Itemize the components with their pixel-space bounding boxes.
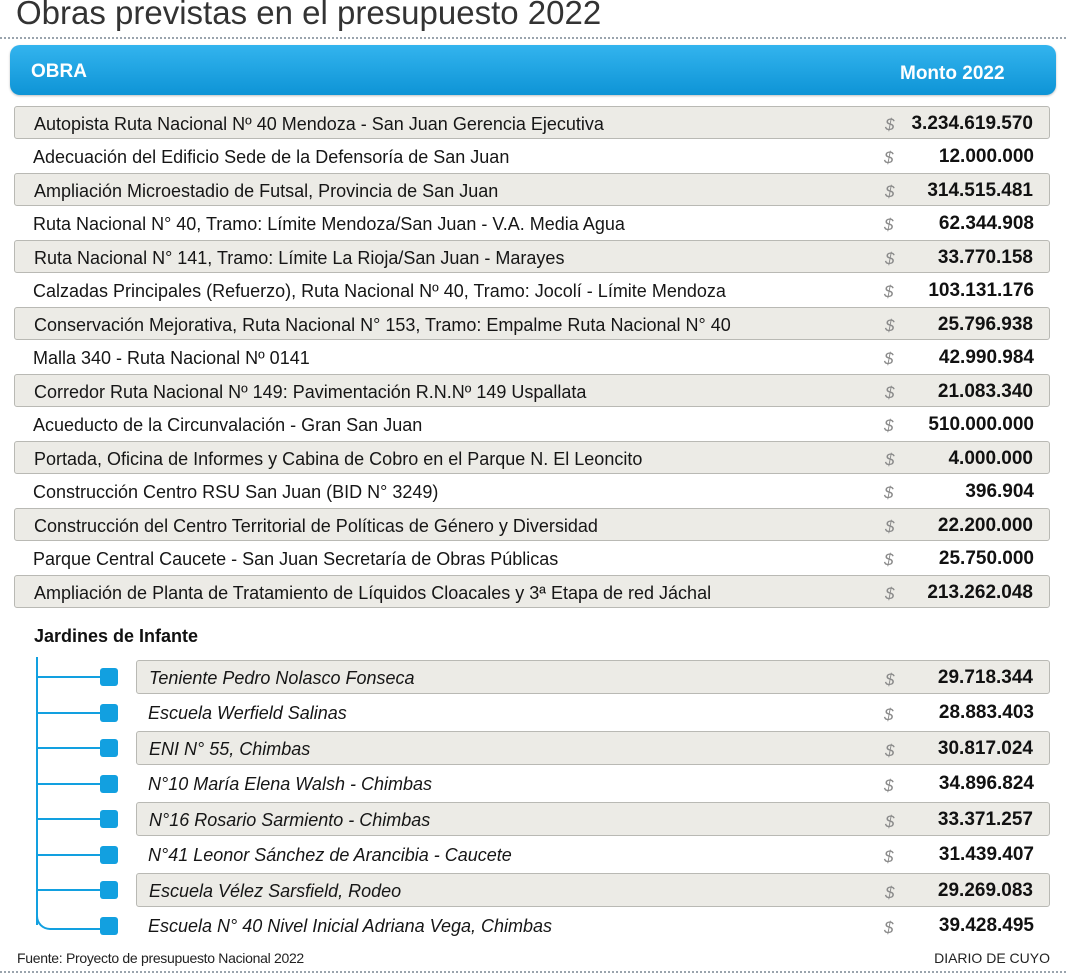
- kindergarten-amount: 28.883.403: [938, 701, 1034, 723]
- work-name: Construcción Centro RSU San Juan (BID N° 3249): [33, 481, 439, 502]
- work-amount: 314.515.481: [927, 180, 1033, 201]
- currency-symbol: $: [884, 214, 894, 234]
- kindergarten-name: N°41 Leonor Sánchez de Arancibia - Caucete: [148, 844, 512, 865]
- work-amount: 12.000.000: [938, 145, 1034, 167]
- column-header-obra: OBRA: [31, 61, 87, 82]
- work-amount: 103.131.176: [928, 279, 1034, 301]
- work-amount: 22.200.000: [937, 515, 1033, 536]
- work-amount: 213.262.048: [927, 582, 1033, 603]
- kindergartens-title: Jardines de Infante: [34, 626, 199, 646]
- kindergarten-amount: 29.269.083: [937, 880, 1033, 901]
- currency-symbol: $: [885, 115, 895, 134]
- tree-branch-line: [36, 676, 102, 678]
- list-item: [136, 696, 1050, 730]
- work-amount: 33.770.158: [937, 247, 1033, 268]
- work-amount: 21.083.340: [937, 381, 1033, 402]
- currency-symbol: $: [885, 584, 895, 603]
- kindergarten-name: Escuela Werfield Salinas: [148, 702, 347, 723]
- currency-symbol: $: [885, 450, 895, 469]
- work-name: Adecuación del Edificio Sede de la Defensoría de San Juan: [33, 146, 510, 167]
- work-name: Construcción del Centro Territorial de Políticas de Género y Diversidad: [34, 516, 598, 536]
- table-row: [14, 173, 1050, 206]
- currency-symbol: $: [885, 249, 895, 268]
- tree-node-square: [100, 810, 118, 828]
- work-amount: 510.000.000: [928, 413, 1034, 435]
- tree-node-square: [100, 881, 118, 899]
- work-name: Malla 340 - Ruta Nacional Nº 0141: [33, 347, 310, 368]
- kindergarten-name: ENI N° 55, Chimbas: [149, 739, 311, 759]
- tree-node-square: [100, 668, 118, 686]
- list-item: [136, 802, 1050, 836]
- work-amount: 4.000.000: [948, 448, 1033, 469]
- currency-symbol: $: [884, 348, 894, 368]
- tree-node-square: [100, 739, 118, 757]
- table-row: [14, 341, 1050, 374]
- currency-symbol: $: [884, 704, 894, 724]
- tree-node-square: [100, 704, 118, 722]
- tree-node-square: [100, 846, 118, 864]
- currency-symbol: $: [885, 517, 895, 536]
- tree-branch-line: [36, 889, 102, 891]
- tree-node-square: [100, 917, 118, 935]
- currency-symbol: $: [884, 549, 894, 569]
- table-row: [14, 542, 1050, 575]
- kindergarten-name: N°10 María Elena Walsh - Chimbas: [148, 773, 432, 794]
- list-item: [136, 838, 1050, 872]
- source-note: Fuente: Proyecto de presupuesto Nacional 2022: [17, 950, 304, 966]
- column-header-monto: Monto 2022: [900, 63, 1005, 84]
- table-header: [10, 45, 1056, 95]
- list-item: [136, 909, 1050, 943]
- currency-symbol: $: [885, 812, 895, 831]
- currency-symbol: $: [884, 775, 894, 795]
- tree-branch-line: [36, 747, 102, 749]
- work-amount: 25.796.938: [937, 314, 1033, 335]
- kindergarten-name: Teniente Pedro Nolasco Fonseca: [149, 668, 415, 688]
- works-table: [14, 106, 1050, 609]
- currency-symbol: $: [884, 846, 894, 866]
- tree-branch-line: [36, 818, 102, 820]
- currency-symbol: $: [884, 147, 894, 167]
- currency-symbol: $: [885, 182, 895, 201]
- currency-symbol: $: [884, 917, 894, 937]
- tree-branch-line: [36, 712, 102, 714]
- work-name: Ampliación Microestadio de Futsal, Provincia de San Juan: [34, 181, 499, 201]
- work-name: Ampliación de Planta de Tratamiento de Líquidos Cloacales y 3ª Etapa de red Jáchal: [34, 583, 712, 603]
- work-name: Conservación Mejorativa, Ruta Nacional N° 153, Tramo: Empalme Ruta Nacional N° 40: [34, 315, 731, 335]
- table-row: [14, 307, 1050, 340]
- table-row: [14, 575, 1050, 608]
- kindergarten-amount: 33.371.257: [937, 809, 1033, 830]
- tree-corner-line: [36, 912, 104, 930]
- kindergarten-amount: 29.718.344: [937, 667, 1033, 688]
- table-row: [14, 106, 1050, 139]
- tree-trunk-line: [36, 657, 38, 925]
- list-item: [136, 767, 1050, 801]
- work-name: Portada, Oficina de Informes y Cabina de Cobro en el Parque N. El Leoncito: [34, 449, 643, 469]
- work-name: Calzadas Principales (Refuerzo), Ruta Nacional Nº 40, Tramo: Jocolí - Límite Mendoza: [33, 280, 726, 301]
- currency-symbol: $: [885, 670, 895, 689]
- work-name: Autopista Ruta Nacional Nº 40 Mendoza - San Juan Gerencia Ejecutiva: [34, 114, 604, 134]
- work-name: Ruta Nacional N° 141, Tramo: Límite La Rioja/San Juan - Marayes: [34, 248, 565, 268]
- table-row: [14, 207, 1050, 240]
- table-row: [14, 508, 1050, 541]
- kindergarten-amount: 34.896.824: [938, 772, 1034, 794]
- currency-symbol: $: [885, 316, 895, 335]
- table-row: [14, 140, 1050, 173]
- work-name: Acueducto de la Circunvalación - Gran San Juan: [33, 414, 423, 435]
- kindergarten-name: N°16 Rosario Sarmiento - Chimbas: [149, 810, 431, 830]
- work-name: Corredor Ruta Nacional Nº 149: Pavimentación R.N.Nº 149 Uspallata: [34, 382, 587, 402]
- list-item: [136, 873, 1050, 907]
- currency-symbol: $: [885, 383, 895, 402]
- currency-symbol: $: [884, 281, 894, 301]
- kindergarten-amount: 31.439.407: [938, 843, 1034, 865]
- work-name: Ruta Nacional N° 40, Tramo: Límite Mendoza/San Juan - V.A. Media Agua: [33, 213, 625, 234]
- kindergarten-amount: 30.817.024: [937, 738, 1033, 759]
- kindergarten-amount: 39.428.495: [938, 914, 1034, 936]
- tree-node-square: [100, 775, 118, 793]
- page-title: Obras previstas en el presupuesto 2022: [16, 0, 602, 31]
- kindergartens-table: [136, 660, 1050, 944]
- kindergarten-name: Escuela Vélez Sarsfield, Rodeo: [149, 881, 402, 901]
- tree-branch-line: [36, 783, 102, 785]
- top-dotted-divider: [0, 37, 1066, 39]
- work-name: Parque Central Caucete - San Juan Secretaría de Obras Públicas: [33, 548, 559, 569]
- table-row: [14, 274, 1050, 307]
- tree-branch-line: [36, 854, 102, 856]
- work-amount: 62.344.908: [938, 212, 1034, 234]
- list-item: [136, 731, 1050, 765]
- currency-symbol: $: [884, 482, 894, 502]
- table-row: [14, 475, 1050, 508]
- table-row: [14, 408, 1050, 441]
- currency-symbol: $: [884, 415, 894, 435]
- table-row: [14, 374, 1050, 407]
- work-amount: 42.990.984: [938, 346, 1034, 368]
- work-amount: 25.750.000: [938, 547, 1034, 569]
- work-amount: 3.234.619.570: [911, 113, 1033, 134]
- list-item: [136, 660, 1050, 694]
- bottom-dotted-divider: [0, 971, 1066, 973]
- work-amount: 396.904: [965, 480, 1034, 502]
- currency-symbol: $: [885, 883, 895, 902]
- currency-symbol: $: [885, 741, 895, 760]
- table-row: [14, 441, 1050, 474]
- publisher-credit: DIARIO DE CUYO: [934, 950, 1050, 966]
- kindergarten-name: Escuela N° 40 Nivel Inicial Adriana Vega, Chimbas: [148, 915, 553, 936]
- table-row: [14, 240, 1050, 273]
